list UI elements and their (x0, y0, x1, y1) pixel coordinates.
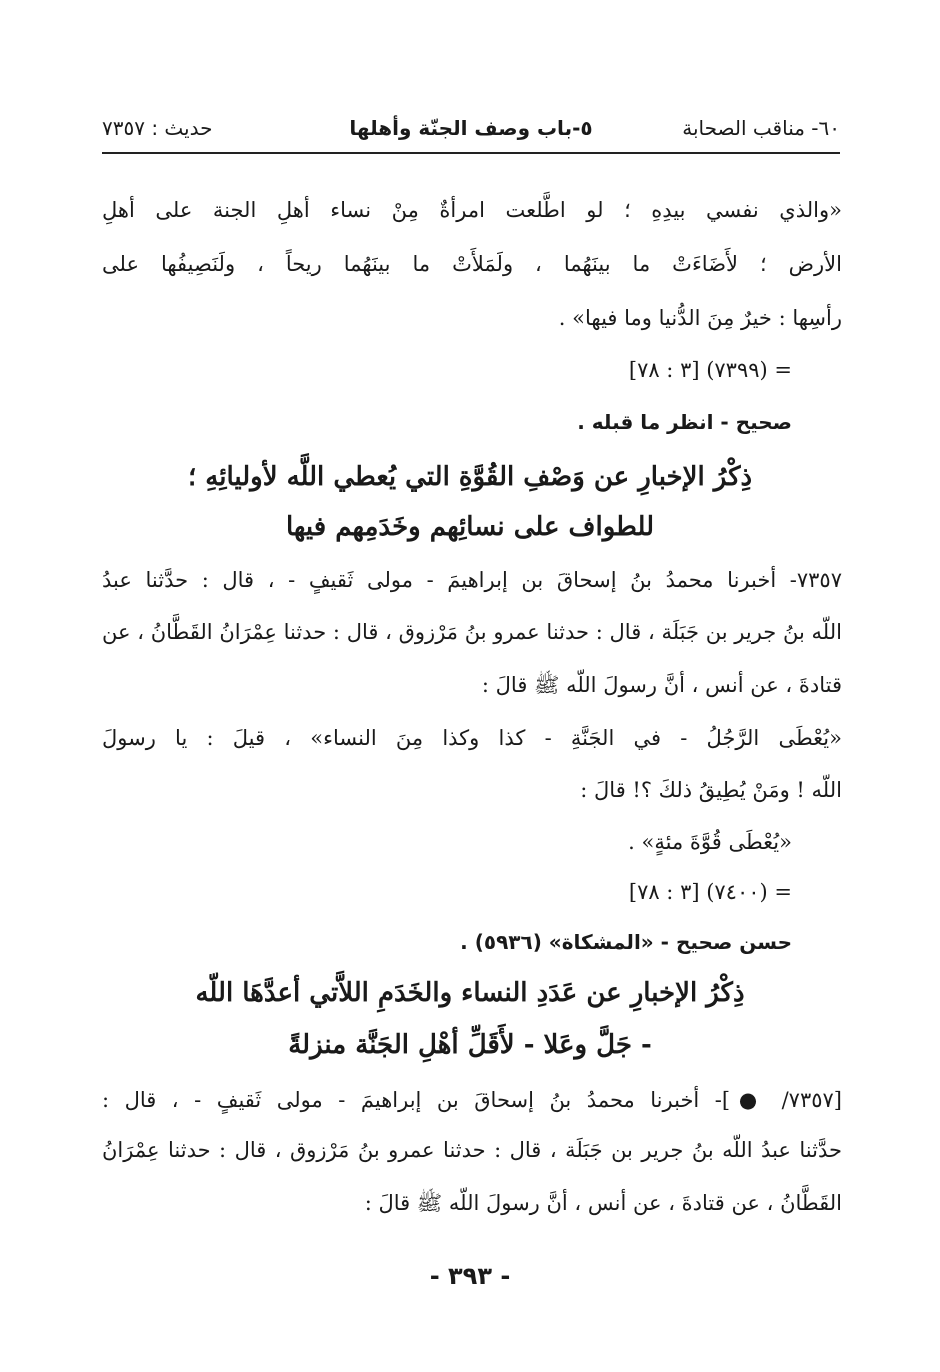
text-line: الأرض ؛ لأَضَاءَتْ ما بينَهُما ، ولَمَلأَتْ ما بينَهُما ريحاً ، ولَنَصِيفُها على (102, 252, 842, 276)
text-line: قتادةَ ، عن أنس ، أنَّ رسولَ اللّه ﷺ قالَ : (481, 673, 842, 697)
grade-note: حسن صحيح - «المشكاة» (٥٩٣٦) . (460, 930, 792, 954)
text-line: [٧٣٥٧/ ●]- أخبرنا محمدُ بنُ إسحاقَ بن إبراهيمَ - مولى ثَقيفٍ - ، قال : (102, 1088, 842, 1112)
text-line: رأسِها : خيرٌ مِنَ الدُّنيا وما فيها» . (558, 306, 842, 330)
section-heading: ذِكْرُ الإخبارِ عن وَصْفِ القُوَّةِ التي يُعطي اللَّه لأوليائِهِ ؛ (187, 462, 753, 492)
grade-note: صحيح - انظر ما قبله . (577, 410, 792, 434)
text-line: اللّه بنُ جرير بن جَبَلَة ، قال : حدثنا عمرو بنُ مَرْزوق ، قال : حدثنا عِمْرَانُ القَطَّانُ ، عن (102, 620, 842, 644)
text-line: اللّه ! ومَنْ يُطِيقُ ذلكَ ؟! قالَ : (580, 778, 842, 802)
text-line: «يُعْطَى قُوَّةَ مئةٍ» . (628, 830, 792, 854)
text-line: حدَّثنا عبدُ اللّه بنُ جرير بن جَبَلَة ، قال : حدثنا عمرو بنُ مَرْزوق ، قال : حدثنا عِمْرَانُ (102, 1138, 842, 1162)
section-heading: - جَلَّ وعَلا - لأَقَلِّ أهْلِ الجَنَّة منزلةً (288, 1030, 652, 1060)
reference: = (٧٤٠٠) [٣ : ٧٨] (628, 880, 792, 904)
hadith-number: حديث : ٧٣٥٧ (102, 116, 213, 140)
page-number: - ٣٩٣ - (429, 1262, 511, 1290)
running-header (102, 112, 840, 154)
section-heading: للطواف على نسائِهم وخَدَمِهم فيها (285, 512, 654, 542)
reference: = (٧٣٩٩) [٣ : ٧٨] (628, 358, 792, 382)
text-line: «والذي نفسي بيدِهِ ؛ لو اطَّلعت امرأةٌ مِنْ نساء أهلِ الجنة على أهلِ (102, 198, 842, 222)
section-title: ٥-باب وصف الجنّة وأهلها (349, 116, 593, 140)
section-heading: ذِكْرُ الإخبارِ عن عَدَدِ النساء والخَدَمِ اللاَّتي أعدَّهَا اللّه (195, 978, 745, 1008)
text-line: ٧٣٥٧- أخبرنا محمدُ بنُ إسحاقَ بن إبراهيمَ - مولى ثَقيفٍ - ، قال : حدَّثنا عبدُ (102, 568, 842, 592)
text-line: «يُعْطَى الرَّجُلُ - في الجَنَّةِ - كذا وكذا مِنَ النساء» ، قيلَ : يا رسولَ (102, 726, 842, 750)
chapter-title: ٦٠- مناقب الصحابة (682, 116, 840, 140)
text-line: القَطَّانُ ، عن قتادةَ ، عن أنس ، أنَّ رسولَ اللّه ﷺ قالَ : (364, 1191, 842, 1215)
